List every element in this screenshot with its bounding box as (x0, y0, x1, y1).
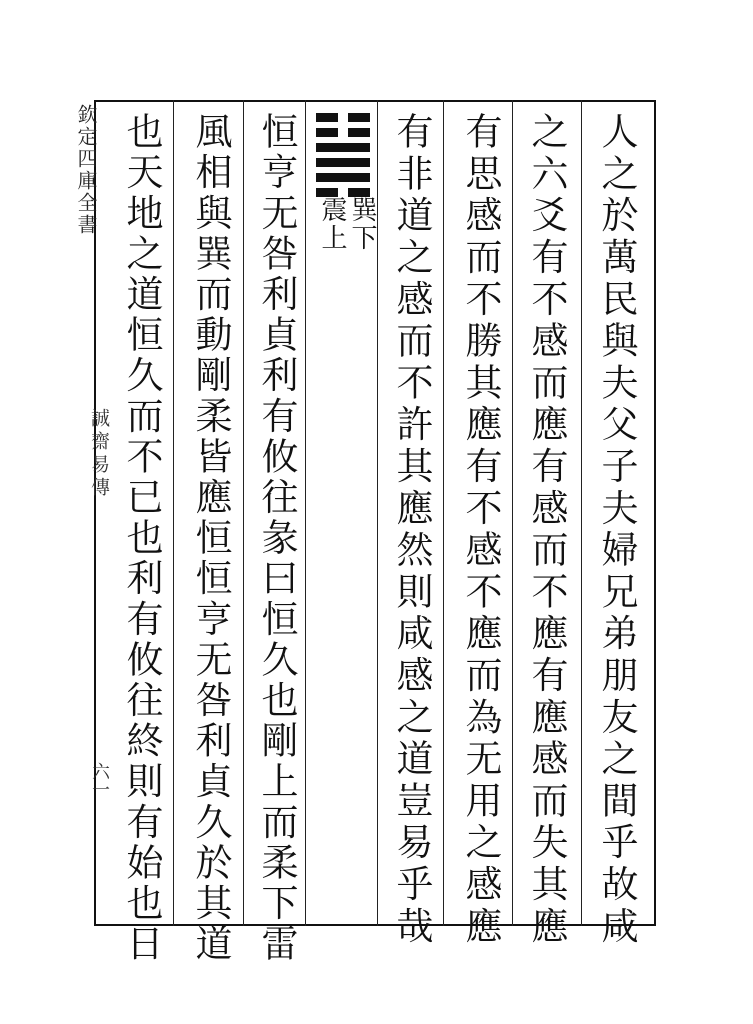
text-column-7: 也天地之道恒久而不已也利有攸往終則有始也日 (120, 112, 163, 965)
hexagram-line (316, 143, 372, 152)
column-rule (173, 100, 174, 926)
text-column-3: 有思感而不勝其應有不感不應而為无用之感應 (459, 112, 502, 948)
column-rule (243, 100, 244, 926)
column-rule (512, 100, 513, 926)
column-rule (443, 100, 444, 926)
upper-trigram-label: 震上 (317, 196, 347, 252)
hexagram-line (316, 158, 372, 167)
margin-book-title: 誠齋易傳 (88, 408, 110, 500)
text-column-5: 恒亨无咎利貞利有攸往彖曰恒久也剛上而柔下雷 (255, 112, 298, 965)
hexagram-heng (316, 113, 372, 203)
margin-series-title: 欽定四庫全書 (74, 104, 98, 236)
lower-trigram-label: 巽下 (347, 196, 377, 252)
hexagram-line (316, 128, 372, 137)
margin-page-number: 六一 (89, 762, 110, 798)
hexagram-line (316, 113, 372, 122)
text-column-4: 有非道之感而不許其應然則咸感之道豈易乎哉 (390, 112, 433, 948)
column-rule (581, 100, 582, 926)
hexagram-line (316, 173, 372, 182)
text-column-1: 人之於萬民與夫父子夫婦兄弟朋友之間乎故咸 (595, 112, 638, 948)
text-column-2: 之六爻有不感而應有感而不應有應感而失其應 (525, 112, 568, 948)
text-column-6: 風相與巽而動剛柔皆應恒恒亨无咎利貞久於其道 (189, 112, 232, 965)
column-rule (305, 100, 306, 926)
